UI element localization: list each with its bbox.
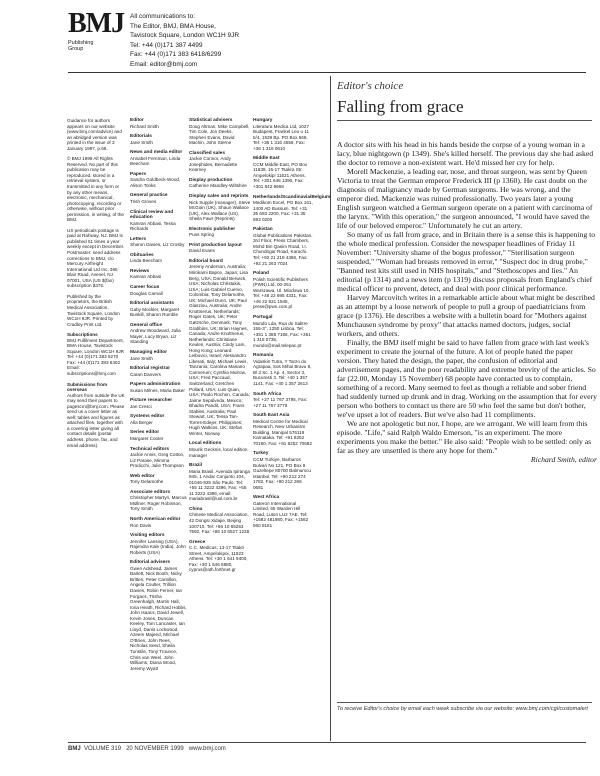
staff-role-names: Ron Davis [130, 522, 152, 528]
staff-role-heading: Editorial registrar [130, 366, 170, 372]
local-edition-names: Polish Scientific Publishers (PWN) Ltd, 00-251 Warszawa, Ul. Miodowa 10. Tel: +48 22 695 4331, Fax: +48 22 831 1845, press@pwn.com.pl [253, 276, 310, 310]
subscriptions-text: BMJ Fulfilment Department, BMA House, Tavistock Square, London WC1H 9JR Tel: +44 (0)171 383 6270 Fax: +44 (0)171 383 6402 Email: subscriptions@bmj.com [67, 337, 124, 376]
contact-heading: All communications to: [130, 13, 196, 20]
adviser-group-names: Doug Altman, Mike Campbell, Tim Cole, Jon Deeks, Stephen Evans, David Machin, John Sterne [189, 123, 250, 146]
local-edition-heading: Romania [253, 353, 274, 359]
local-edition-heading: Hungary [253, 118, 273, 123]
postage-text: US periodicals postage is paid at Rahway, NJ. BMJ is published 51 times a year weekly except in December. Postmaster: send address corrections to BMJ, c/o Mercury Airfreight International Ltd Inc, 365 Blair Road, Avenel, NJ 07001, USA (US $(fax) subscription $376. [67, 227, 125, 289]
article-paragraph: So many of us fall from grace, and in Britain there is a sense this is happening to the whole medical profession. Consider the newspaper headlines of Friday 11 November: "University shame of the bogus professor," "Sterilisation surgeon suspended," "Woman had breasts removed in error," "Suspect doc in drug probe," "Banned test kits still used in NHS hospitals," and "Stethoscopes and lies." An editorial (p 1314) and a news item (p 1319) discuss proposals from England's chief medical officer to prevent, detect, and deal with poor clinical performance. [337, 230, 596, 293]
staff-role-names: Sandra Goldbeck-Wood, Alison Tonks [130, 177, 181, 188]
article-paragraph: Finally, the BMJ itself might be said to have fallen from grace with last week's experiment to create the journal of the future. A lot of people hated the paper version. They hated the design, the paper, the confusion of editorial and advertisement pages, and the poor readability and extreme brevity of the articles. So far (22.00, Monday 15 November) 68 people have contacted us to complain, something of a record. Many seemed to feel as though a reliable and sober friend had suddenly turned up drunk and in drag. Working on the assumption that for every person who bothers to contact us there are 50 who feel the same but don't bother, we've upset a lot of readers. But we've also had 11 compliments. [337, 338, 597, 419]
title-rule [337, 120, 592, 121]
adviser-group-heading: Electronic publisher [189, 226, 236, 232]
adviser-group-names: Chinese Medical Association, 42 Dongsi Xidajie, Beijing 100710. Tel: +86 10 65253 7592, Fax: +86 10 6527 1238 [189, 512, 250, 535]
adviser-group-names: C.C. Medicus, 13-17 Tsakri Street, Ampelokipoi, 11523 Athens. Tel: +30 1 641 9400, Fax: +30 1 646 5880, cyprus@ath.forthnet.gr [189, 545, 248, 573]
staff-role-heading: Associate editors [130, 489, 170, 495]
adviser-group-heading: Statistical advisers [189, 118, 233, 123]
adviser-group-names: Nick Supple (manager), Steve McGoin (UK), Shaun Wallace (UK), Alex Wallace (US), Sheila Fawr (Reprints) [189, 199, 251, 222]
adviser-group-names: Catherine Mandley-Wiltshire [189, 183, 247, 189]
staff-role-names: Caran Danvers [130, 371, 161, 377]
staff-role-heading: Visiting editors [130, 533, 165, 539]
adviser-group-names: Mourik Gecknis, local edition manager [189, 446, 248, 458]
local-edition-heading: Poland [253, 271, 269, 277]
staff-role-names: Jennifer Lansing (USA), Rajendra Kale (India), John Roberts (USA) [130, 538, 186, 555]
adviser-group-heading: Local editions [189, 441, 222, 447]
local-edition-heading: South East Asia [253, 413, 290, 419]
adviser-group-names: David Evans [189, 248, 215, 254]
staff-role-names: Alla Berger [130, 419, 153, 425]
staff-role-heading: Editor [130, 118, 144, 123]
article-body [337, 140, 597, 464]
staff-role-heading: General practice [130, 193, 168, 199]
logo-wordmark: BMJ [68, 8, 125, 39]
staff-role-names: Jane Smith [130, 139, 153, 145]
contact-tel: Tel: +44 (0)171 387 4499 [130, 41, 203, 49]
local-edition-names: Medikom Excel, PO Box 161, 1400 AD Bussum. Tel: +31 35 693 2200, Fax: +31 35 693 0200 [253, 200, 313, 222]
local-edition-heading: Turkey [253, 451, 269, 457]
contact-address-1: The Editor, BMJ, BMA House, [130, 22, 216, 30]
local-edition-names: Vidaskin Tutra, Y Tarzo do Agrapaa, Sos Mihai Bravu 8, Bl 3 Sc. 1 Ap. 4, Sector 3, Bucuresti 3. Tel: +40 1 357 1141, Fax: +40 1 357 2613 [253, 358, 312, 386]
publisher-text: Published by the proprietors, the British Medical Association, Tavistock Square, London WC1H 9JR. Printed by Cradley Print Ltd. [67, 293, 120, 327]
staff-role-heading: Reviews [130, 268, 150, 274]
staff-role-heading: Technical editors [130, 446, 170, 452]
staff-role-heading: Managing editor [130, 349, 168, 355]
local-edition-names: Literatura Medica Ltd, 1027 Budapest, Frankel Leo u 11 II/4, 1539 Bp. PO Box 568. Tel: +36 1 316 4556, Fax: +36 1 316 0610 [253, 123, 310, 151]
staff-role-names: Linda Beecham [130, 258, 162, 264]
adviser-group-heading: Print production layout [189, 242, 242, 248]
adviser-group-names: Maria Brasil, Avenida Ipiranga 945, 1 Andar Conjunto 104, 01046-925 São Paulo. Tel: +55 11 3222 4396, Fax: +55 11 3222 4396, email: mariabrasil@uol.com.br [189, 468, 250, 502]
adviser-group-names: Puns Spring [189, 232, 215, 238]
footer-date: 20 NOVEMBER 1999 [126, 746, 184, 752]
subscriptions-heading: Subscriptions [67, 332, 98, 338]
staff-role-heading: Editorial assistants [130, 301, 174, 307]
column-local-editions [253, 118, 331, 534]
section-kicker: Editor's choice [337, 80, 404, 92]
contact-block [130, 12, 330, 70]
page-footer [68, 746, 226, 752]
staff-role-heading: Letters [130, 236, 146, 242]
footer-volume: VOLUME 319 [84, 746, 122, 752]
staff-role-names: Annabel Ferriman, Linda Beecham [130, 155, 181, 167]
staff-role-heading: Editorials [130, 134, 152, 140]
staff-role-heading: Papers [130, 171, 146, 177]
staff-role-names: Margaret Cooter [130, 435, 164, 441]
column-guidance [67, 118, 125, 453]
local-edition-heading: West Africa [253, 495, 280, 501]
adviser-group-names: Jackie Connor, Andy Josephides, Bernadette Kearney [189, 156, 238, 173]
column-divider [330, 76, 331, 741]
article-title: Falling from grace [337, 97, 464, 116]
staff-role-names: Kamran Abbasi [130, 274, 162, 280]
staff-role-names: Jackie Annis, Greg Cotton, Liz Parase, Mimma Prodicchi, Julie Thompson [130, 452, 185, 469]
article-paragraph: Morell Mackenzie, a leading ear, nose, and throat surgeon, was sent by Queen Victoria to treat the German emperor Frederick III (p 1360). He cast doubt on the diagnosis of malignancy made by German surgeons. He was wrong, and the emperor died. Mackenzie was ruined professionally. Two years later a young English surgeon watched a German surgeon operate on a patient with carcinoma of the larynx. "With this operation," the surgeon announced, "I would have saved the life of our beloved emperor." Unfortunately he cut an artery. [337, 167, 593, 230]
footer-rule [68, 742, 586, 743]
staff-role-names: Tony Delamothe [130, 479, 164, 485]
article-paragraph: A doctor sits with his head in his hands beside the corpse of a young woman in a lacy, blue nightgown (p 1349). She's killed herself. The previous day she had asked the doctor to remove a non-existent wart. He'd missed her cry for help. [337, 140, 594, 167]
bmj-logo [68, 10, 126, 70]
staff-role-names: Richard Smith [130, 123, 159, 129]
staff-role-names: Gwen Adshead, James Barlett, Nick Booth, Nicky Britten, Peter Cantillon, Angela Coulter, Trillion Davies, Robin Ferner, Ian Forgacs, Trisha Greenhalgh, Martin Hall, Iona Heath, Richard Hobbs, John Isaacs, David Jewell, Kevin Jones, Duncan Keeley, Tom Lancaster, Ian Lloyd, Danis Lockwood, Azeem Majeed, Michael O'Brien, John Rees, Nicholas Seed, Sheila Tunstile, Tony Trounce, Chris van Weel, John Williams, Diana Wood, Jeremy Wyatt [130, 565, 187, 671]
local-edition-names: Tel: +27 11 767 3795, Fax: +27 11 767 3778 [253, 397, 308, 408]
contact-email[interactable]: Email: editor@bmj.com [130, 60, 198, 68]
header-rule [68, 72, 586, 73]
adviser-group-heading: China [189, 506, 203, 512]
staff-role-names: Kamran Abbasi, Tessa Richards [130, 220, 176, 232]
subscribe-note[interactable]: To receive Editor's choice by email each week subscribe via our website: www.bmj.com/cgi/customalert [337, 706, 588, 712]
staff-role-heading: North American editor [130, 516, 181, 522]
local-edition-heading: Netherlands/Scandinavia/Belgium [253, 194, 331, 200]
local-edition-heading: Portugal [253, 314, 273, 320]
staff-role-names: Sharon Davies, Liz Crosby [130, 242, 185, 248]
submissions-text: Authors from outside the UK may send their papers to pagescm@bmj.com. Please send us a cover letter as well; tables and figures as attached files, together with a covering letter giving all contact details (postal address, phone, fax, and email address). [67, 392, 125, 448]
staff-role-heading: General office [130, 322, 162, 328]
staff-role-names: Douglas Carnall [130, 290, 163, 296]
contact-address-2: Tavistock Square, London WC1H 9JR [130, 32, 240, 40]
article-paragraph: We are not apologetic but nor, I hope, are we arrogant. We will learn from this episode. "Life," said Ralph Waldo Emerson, "is an experiment. The more experiments you make the better." He also said: "People wish to be settled: only as far as they are unsettled is there any hope for them." [337, 419, 592, 455]
column-staff [130, 118, 188, 676]
staff-role-heading: Papers administration [130, 382, 181, 388]
local-edition-names: Mundo Lda, Rua do Salitre 155-3°, 1250 Lisboa. Tel: +351 1 385 7166, Fax: +351 1 315 0735, mundo@mail.telepac.pt [253, 320, 311, 348]
staff-role-names: Gaby Mockler, Margaret Bunkill, Sharon Rumble [130, 306, 180, 318]
adviser-group-heading: Editorial board [189, 258, 223, 264]
staff-role-names: Trish Groves [130, 199, 157, 205]
staff-role-heading: Series editor [130, 430, 160, 436]
staff-role-names: Christopher Martyn, Marcus Müllner, Roger Robinson, Tony Smith [130, 495, 187, 512]
staff-role-heading: Career focus [130, 285, 160, 291]
local-edition-names: CCM Middle East, PO Box 11639, 15-17 Tsakra Str, Ampelokipi 11521 Athens. Tel: +301 646 1390, Fax: +301 642 9668 [253, 161, 308, 190]
copyright-text: © BMJ 1999 All Rights Reserved. No part of this publication may be reproduced, stored in a retrieval system, or transmitted in any form or by any other means, electronic, mechanical, photocopying, recording or otherwise, without prior permission, in writing, of the BMJ. [67, 156, 124, 223]
local-edition-names: Medical Centre for Medical Research, New Urbanism Building, Manipal 576119 Karnataka. Tel: +91 8252 70180, Fax: +91 8252 70682 [253, 418, 312, 446]
logo-subtitle: Publishing Group [68, 40, 94, 52]
adviser-group-names: Jeremy Anderson, Australia; Mirokami Bapce, Japan; Lisa Berg, USA; Donald Berwick, USA; Nicholas Christakis, USA; Luis-Gabriel Cuervo, Colombia; Tony Delamothe, UK; Michael Dunn, UK; Paul Glasziou, Australia; Andre Knottnerus, Netherlands; Roger Gates, UK; Peter Gøtzsche, Denmark; Tony Grabbins, UK; Brian Haynes, Canada; Andre Knottnerus, Netherlands; Christiane Keulen, Austria; Cindy Lam, Hong Kong; Leonard Leibovici, Israel; Alessandro Liberati, Italy; Michael Lewis, Tanzania; Carolina Mariano Carmerum; Cynthia Mulrow, USA; Fred Paccaud, Switzerland; Gretchen Pollard, USA; Luis Quan, USA; Paolo Rochon, Canada; Jaime Sepúlveda, Mexico; Bhadra Pandit, USA; Frans Stables, Australia; Paul Stewart, UK; Tessa Tan-Torres-Edejer, Philippines; Hugh Watkins, UK; Stefan Winter, Norway [189, 264, 250, 436]
note-rule [337, 702, 592, 703]
staff-role-heading: Web editor [130, 473, 155, 479]
local-edition-names: Global Publications Pakistan, 3rd Floor, Press Chambers, Mohd Bin Qasim Road, I.I. Chundrigar Road, Karachi. Tel: +92 21 219 4386, Fax: +92 21 263 7024 [253, 232, 313, 266]
footer-website[interactable]: www.bmj.com [188, 746, 226, 752]
local-edition-heading: Middle East [253, 156, 280, 162]
adviser-group-heading: Display sales and reprints [189, 194, 249, 200]
staff-role-names: Susan Milnes, Maria Baker [130, 387, 185, 393]
adviser-group-heading: Classified sales [189, 150, 225, 156]
staff-role-heading: Editorial advisers [130, 560, 170, 566]
submissions-heading: Submissions from overseas [67, 381, 108, 393]
footer-journal: BMJ [68, 746, 81, 752]
adviser-group-heading: Greece [189, 539, 206, 545]
adviser-group-heading: Brazil [189, 463, 203, 469]
adviser-group-heading: Display production [189, 177, 233, 183]
staff-role-heading: Systems editor [130, 414, 165, 420]
local-edition-names: CCM Turkiye, Barbaros Bulvari No 121, PO Box 9 Guzeltepe 80700 Balmumcu Istanbul. Tel: +90 212 274 1782, Fax: +90 212 266 0681 [253, 456, 311, 490]
article-signature: Richard Smith, editor [530, 455, 597, 464]
staff-role-heading: News and media editor [130, 150, 183, 156]
staff-role-heading: Clinical review and education [130, 209, 174, 221]
staff-role-names: Jane Smith [130, 355, 153, 361]
staff-role-names: Jan Cresci [130, 403, 152, 409]
staff-role-heading: Obituaries [130, 252, 154, 258]
article-paragraph: Harvey Marcovitch writes in a remarkable article about what might be described as an attempt by a loose network of people to pull a group of paediatricians from grace (p 1376). He describes a website with a bulletin board for "Mothers against Munchausen syndrome by proxy" that attacks named doctors, judges, social workers, and others. [337, 293, 595, 338]
staff-role-heading: Picture researcher [130, 398, 173, 404]
local-edition-heading: South Africa [253, 391, 282, 397]
local-edition-names: Gateron International Limited, 65 Warden Hill Road, Luton LU2 7AE. Tel: +1582 481980, Fax: +1582 560 8181 [253, 500, 309, 528]
local-edition-heading: Pakistan [253, 227, 273, 233]
guidance-text: Guidance for authors appears on our website (www.bmj.com/advice) and an abridged version was printed in the issue of 3 January 1997, p.66. [67, 118, 122, 151]
column-advisers [189, 118, 251, 578]
contact-fax: Fax: +44 (0)171 383 6418/6299 [130, 51, 222, 59]
staff-role-names: Andrew Woodward, Julia Mayer, Lucy Bryan, Liz Standing [130, 328, 181, 345]
